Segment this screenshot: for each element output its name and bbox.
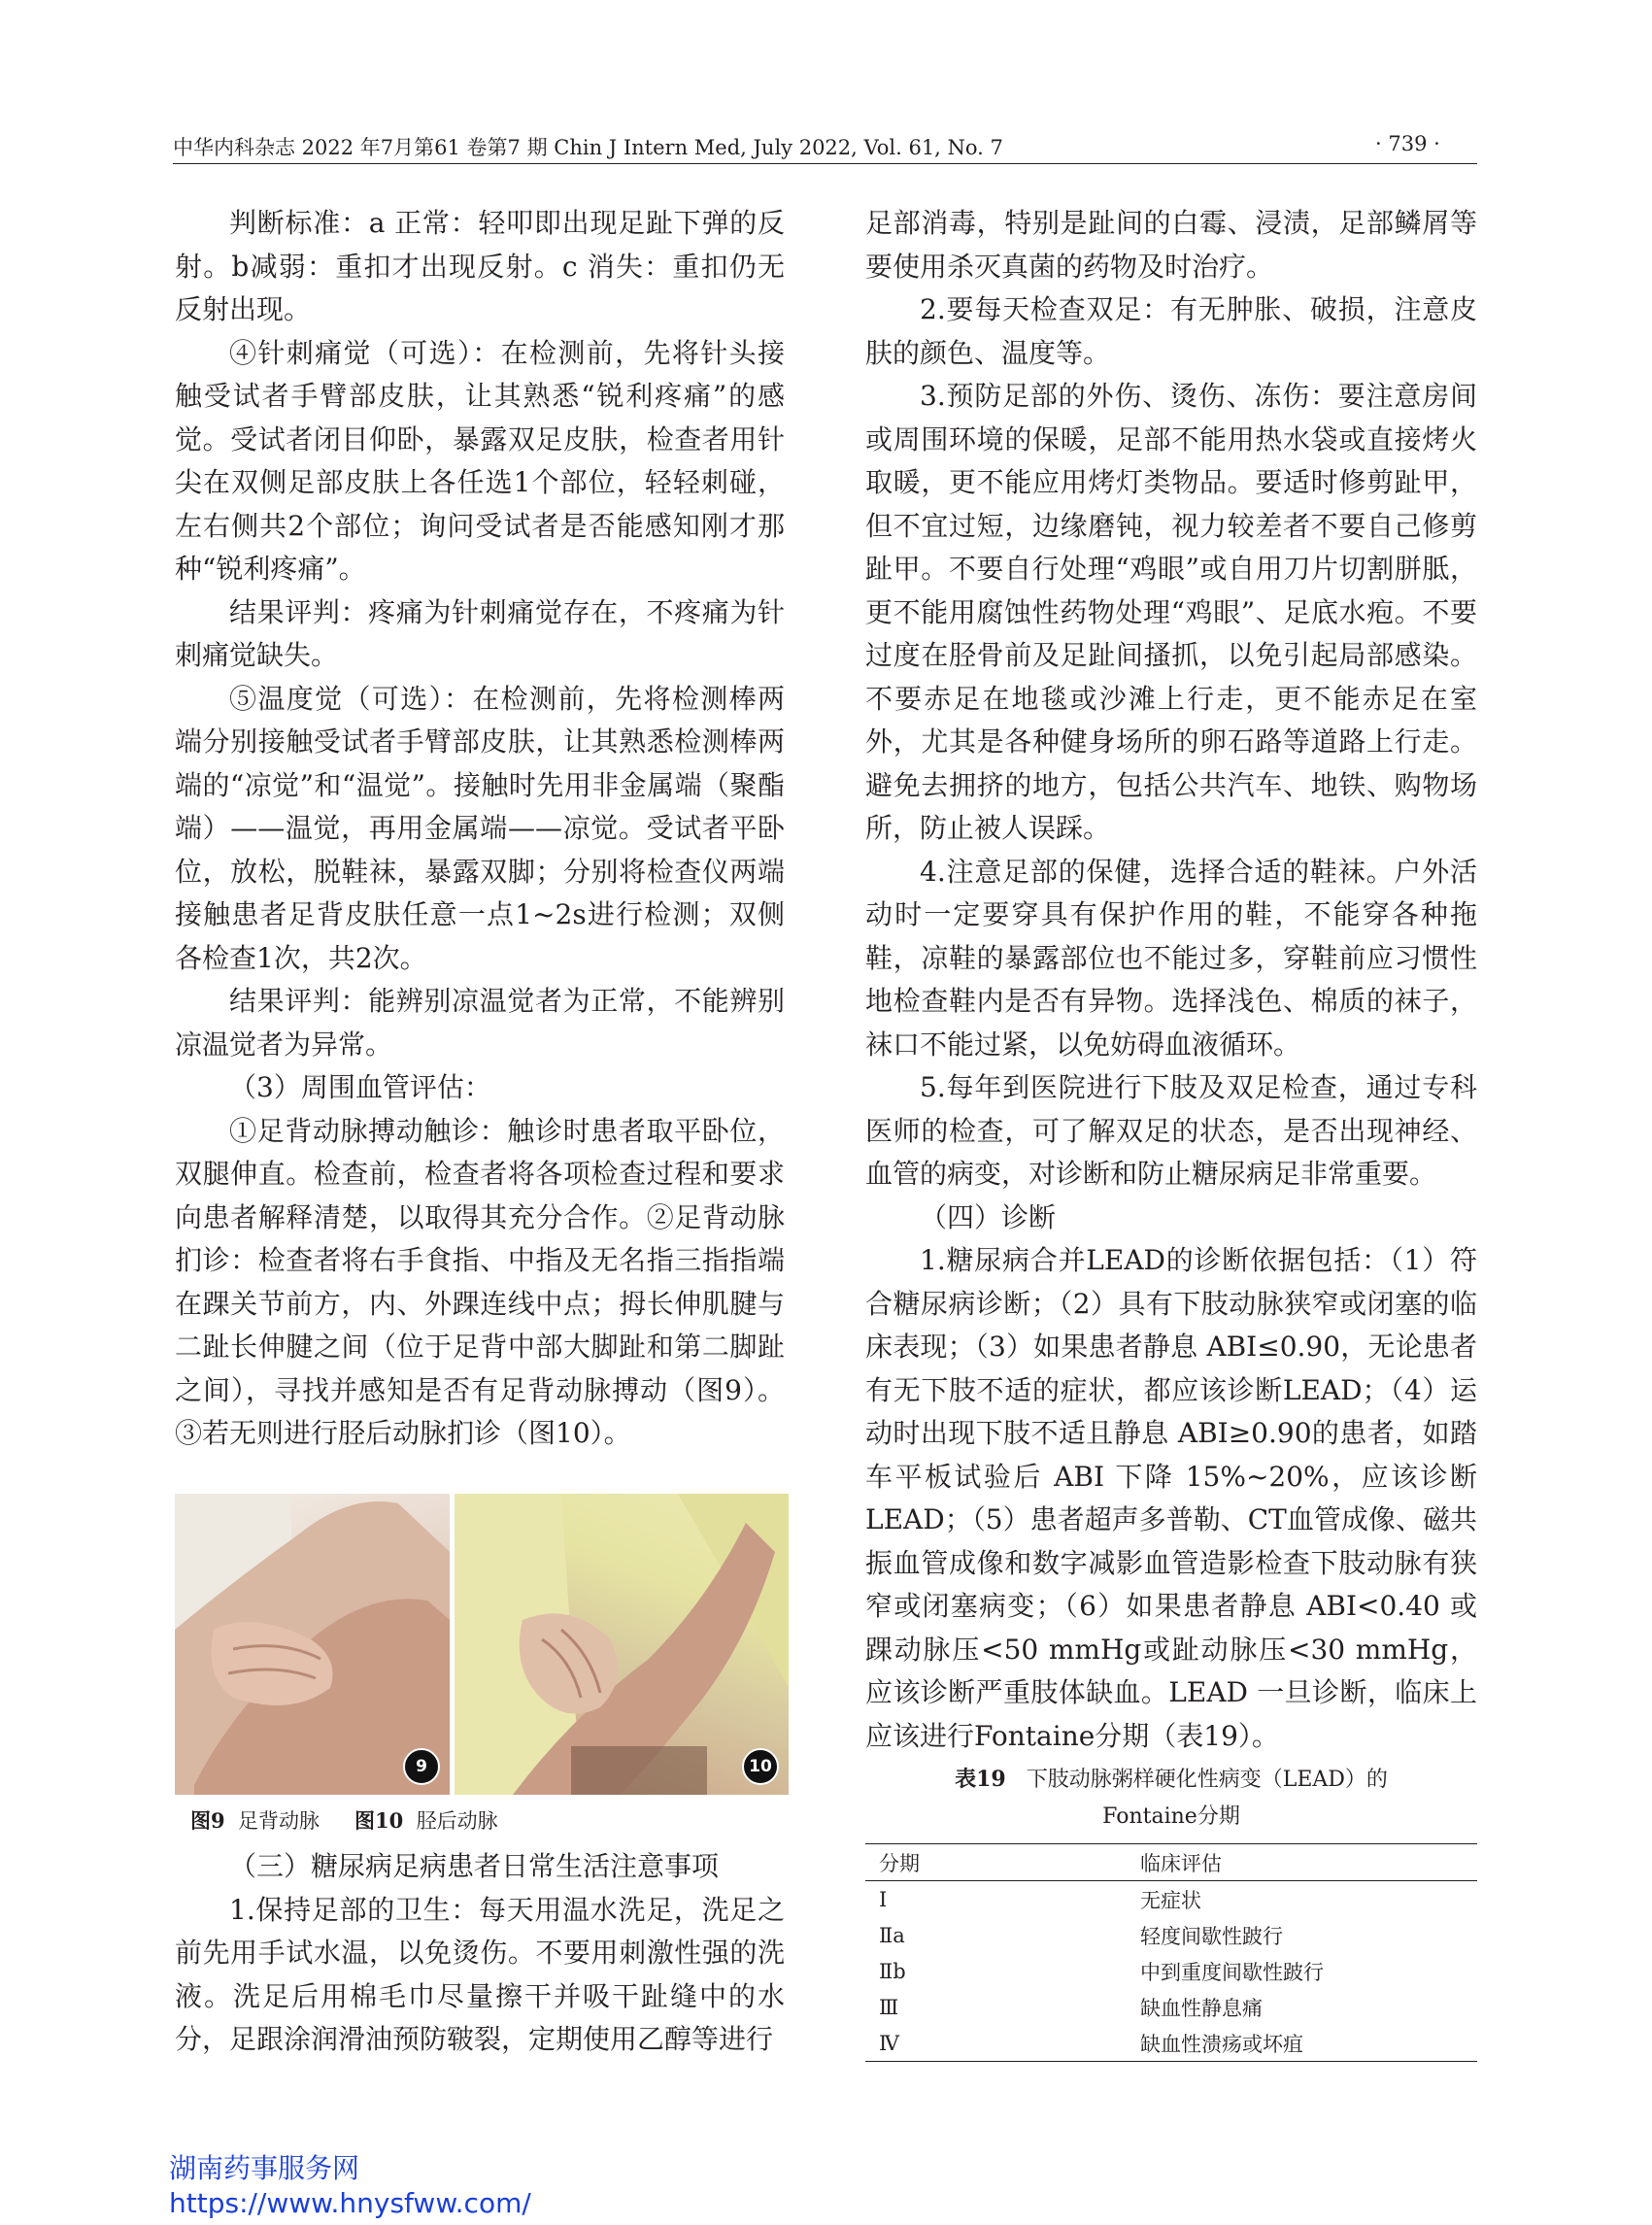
table-cell-stage: Ⅱb	[879, 1959, 906, 1983]
table-cell-stage: Ⅲ	[879, 1995, 899, 2019]
table-19-title-line2: Fontaine分期	[1102, 1804, 1240, 1829]
table-cell-clinical: 无症状	[1140, 1888, 1201, 1912]
right-column-paragraph: 4.注意足部的保健，选择合适的鞋袜。户外活动时一定要穿具有保护作用的鞋，不能穿各种拖鞋，凉鞋的暴露部位也不能过多，穿鞋前应习惯性地检查鞋内是否有异物。选择浅色、棉质的袜子，袜口不能过紧，以免妨碍血液循环。	[865, 855, 1477, 1061]
watermark-url[interactable]: https://www.hnysfww.com/	[169, 2187, 531, 2219]
table-body	[865, 1881, 1477, 2062]
right-column-paragraph: 足部消毒，特别是趾间的白霉、浸渍，足部鳞屑等要使用杀灭真菌的药物及时治疗。	[865, 207, 1477, 283]
figure-panel	[175, 1494, 789, 1795]
watermark-site-name: 湖南药事服务网	[169, 2152, 360, 2184]
left-column-paragraph: ⑤温度觉（可选）：在检测前，先将检测棒两端分别接触受试者手臂部皮肤，让其熟悉检测棒两端的“凉觉”和“温觉”。接触时先用非金属端（聚酯端）——温觉，再用金属端——凉觉。受试者平卧位，放松，脱鞋袜，暴露双脚；分别将检查仪两端接触患者足背皮肤任意一点1~2s进行检测；双侧各检查1次，共2次。	[175, 682, 785, 974]
table-row	[865, 1917, 1477, 1953]
table-cell-clinical: 缺血性静息痛	[1140, 1996, 1263, 2020]
table-row	[865, 1989, 1477, 2025]
table-row	[865, 1953, 1477, 1989]
table-cell-clinical: 缺血性溃疡或坏疽	[1140, 2032, 1303, 2056]
left-column-paragraph: 结果评判：能辨别凉温觉者为正常，不能辨别凉温觉者为异常。	[175, 985, 785, 1061]
table-19-label: 表19	[955, 1767, 1006, 1792]
left-column-bottom-paragraphs	[175, 1845, 785, 2062]
left-column-paragraph: ④针刺痛觉（可选）：在检测前，先将针头接触受试者手臂部皮肤，让其熟悉“锐利疼痛”的感觉。受试者闭目仰卧，暴露双足皮肤，检查者用针尖在双侧足部皮肤上各任选1个部位，轻轻刺碰，左右侧共2个部位；询问受试者是否能感知刚才那种“锐利疼痛”。	[175, 336, 785, 585]
table-19-title-line1: 下肢动脉粥样硬化性病变（LEAD）的	[1026, 1768, 1388, 1792]
table-19-title	[865, 1761, 1477, 1836]
left-column-paragraph: 判断标准：a 正常：轻叩即出现足趾下弹的反射。b减弱：重扣才出现反射。c 消失：重扣仍无反射出现。	[175, 207, 785, 325]
right-column-paragraph: 2.要每天检查双足：有无肿胀、破损，注意皮肤的颜色、温度等。	[865, 293, 1477, 369]
table-header-clinical: 临床评估	[1140, 1851, 1222, 1875]
table-header-stage: 分期	[879, 1851, 920, 1875]
figure-9-number-badge: 9	[403, 1748, 440, 1785]
figure-9-caption: 足背动脉	[237, 1809, 320, 1833]
table-cell-stage: Ⅳ	[879, 2031, 899, 2055]
table-cell-clinical: 中到重度间歇性跛行	[1140, 1960, 1324, 1984]
header-divider	[173, 163, 1477, 164]
left-column-bottom-paragraph: 1.保持足部的卫生：每天用温水洗足，洗足之前先用手试水温，以免烫伤。不要用刺激性强的洗液。洗足后用棉毛巾尽量擦干并吸干趾缝中的水分，足跟涂润滑油预防皲裂，定期使用乙醇等进行	[175, 1893, 785, 2055]
table-row	[865, 1881, 1477, 1918]
table-header-row	[865, 1844, 1477, 1881]
left-column-bottom-paragraph: （三）糖尿病足病患者日常生活注意事项	[229, 1850, 720, 1882]
figure-9-photo	[175, 1494, 450, 1795]
left-column-paragraph: ①足背动脉搏动触诊：触诊时患者取平卧位，双腿伸直。检查前，检查者将各项检查过程和要求向患者解释清楚，以取得其充分合作。②足背动脉扪诊：检查者将右手食指、中指及无名指三指指端在踝关节前方，内、外踝连线中点；拇长伸肌腱与二趾长伸腱之间（位于足背中部大脚趾和第二脚趾之间），寻找并感知是否有足背动脉搏动（图9）。③若无则进行胫后动脉扪诊（图10）。	[175, 1114, 785, 1449]
fontaine-stage-table	[865, 1843, 1477, 2062]
left-column-paragraph: （3）周围血管评估：	[229, 1071, 491, 1103]
journal-header: 中华内科杂志 2022 年7月第61 卷第7 期 Chin J Intern Med, July 2022, Vol. 61, No. 7	[173, 136, 1003, 159]
right-column-paragraph: 1.糖尿病合并LEAD的诊断依据包括：（1）符合糖尿病诊断；（2）具有下肢动脉狭窄或闭塞的临床表现；（3）如果患者静息 ABI≤0.90，无论患者有无下肢不适的症状，都应该诊断LEAD；（4）运动时出现下肢不适且静息 ABI≥0.90的患者，如踏车平板试验后 ABI 下降 15%~20%，应该诊断 LEAD；（5）患者超声多普勒、CT血管成像、磁共振血管成像和数字减影血管造影检查下肢动脉有狭窄或闭塞病变；（6）如果患者静息 ABI<0.40 或踝动脉压<50 mmHg或趾动脉压<30 mmHg，应该诊断严重肢体缺血。LEAD 一旦诊断，临床上应该进行Fontaine分期（表19）。	[865, 1244, 1477, 1752]
figure-10-label: 图10	[354, 1808, 404, 1833]
figure-captions	[190, 1805, 498, 1835]
table-cell-stage: Ⅱa	[879, 1923, 905, 1947]
table-cell-clinical: 轻度间歇性跛行	[1140, 1924, 1283, 1948]
right-column-paragraphs	[865, 202, 1477, 1758]
figure-10-photo	[455, 1494, 789, 1795]
left-column-bottom	[175, 1845, 785, 2062]
left-column-paragraphs	[175, 202, 785, 1456]
right-column-paragraph: （四）诊断	[920, 1200, 1057, 1233]
figure-10-caption: 胫后动脉	[416, 1809, 498, 1833]
right-column-paragraph: 5.每年到医院进行下肢及双足检查，通过专科医师的检查，可了解双足的状态，是否出现神经、血管的病变，对诊断和防止糖尿病足非常重要。	[865, 1071, 1477, 1190]
watermark	[169, 2151, 531, 2221]
table-cell-stage: Ⅰ	[879, 1887, 888, 1911]
figure-9-label: 图9	[190, 1808, 225, 1833]
table-row	[865, 2025, 1477, 2062]
left-column-paragraph: 结果评判：疼痛为针刺痛觉存在，不疼痛为针刺痛觉缺失。	[175, 595, 785, 671]
right-column	[865, 202, 1477, 1758]
left-column	[175, 202, 785, 1456]
page-number: · 739 ·	[1375, 132, 1440, 155]
right-column-paragraph: 3.预防足部的外伤、烫伤、冻伤：要注意房间或周围环境的保暖，足部不能用热水袋或直接烤火取暖，更不能应用烤灯类物品。要适时修剪趾甲，但不宜过短，边缘磨钝，视力较差者不要自己修剪趾甲。不要自行处理“鸡眼”或自用刀片切割胼胝，更不能用腐蚀性药物处理“鸡眼”、足底水疱。不要过度在胫骨前及足趾间搔抓，以免引起局部感染。不要赤足在地毯或沙滩上行走，更不能赤足在室外，尤其是各种健身场所的卵石路等道路上行走。避免去拥挤的地方，包括公共汽车、地铁、购物场所，防止被人误踩。	[865, 380, 1477, 844]
figure-10-number-badge: 10	[742, 1748, 779, 1785]
